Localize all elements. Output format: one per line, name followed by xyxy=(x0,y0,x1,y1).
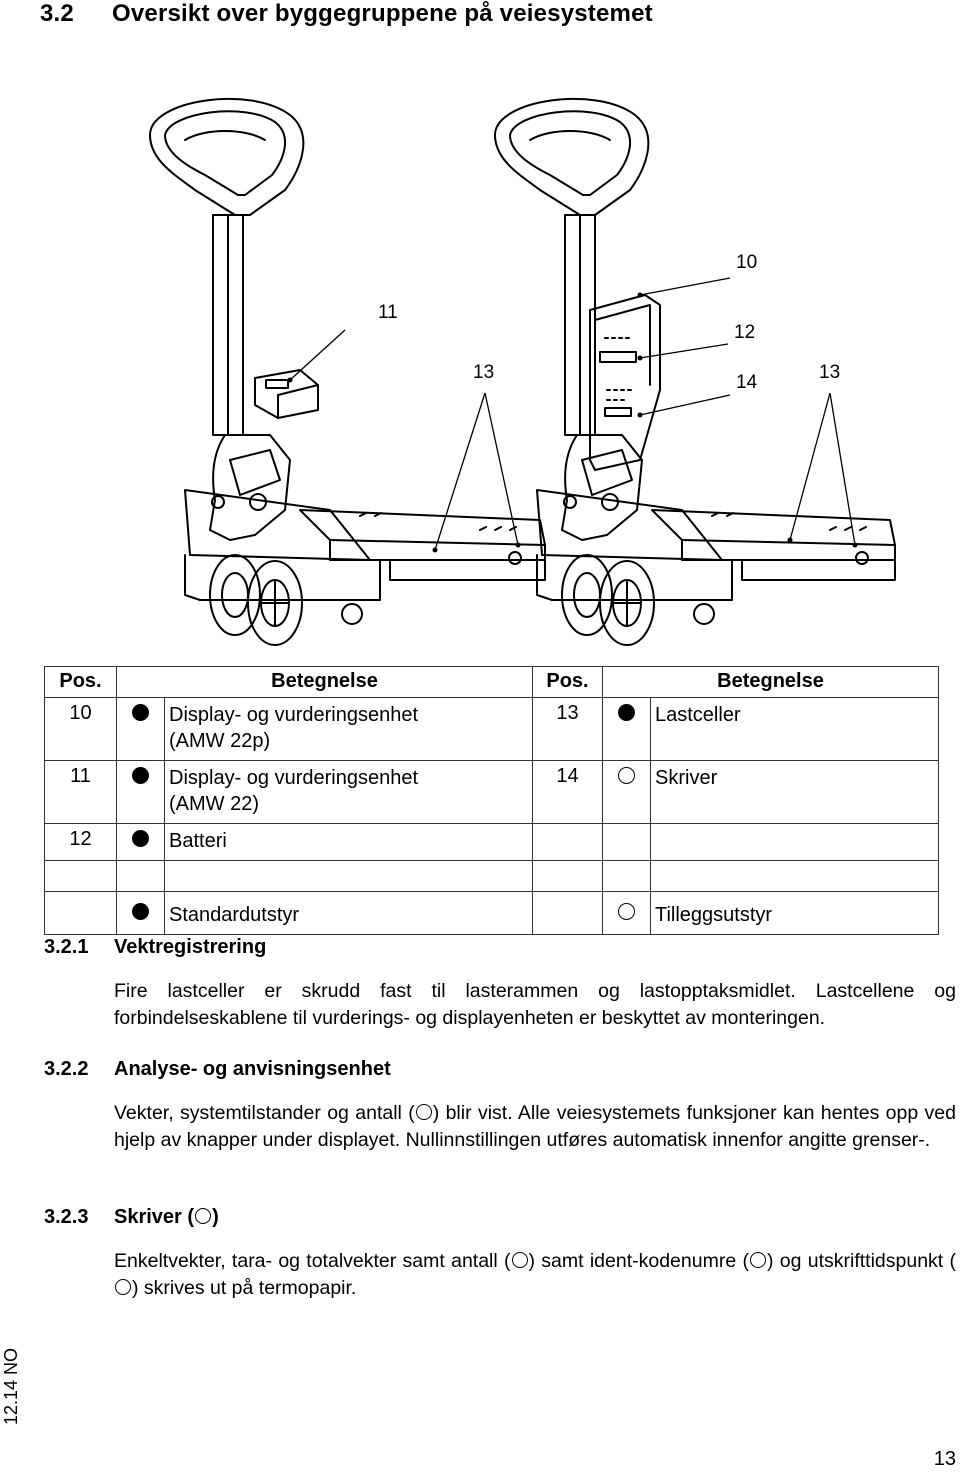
paragraph: Fire lastceller er skrudd fast til lasterammen og lastopptaksmidlet. Lastcellene og forbindelseskablene til vurderings- og displayenheten er beskyttet av monteringen. xyxy=(114,980,956,1029)
paragraph-text: ) og utskrifttidspunkt ( xyxy=(766,1250,956,1272)
callout-11: 11 xyxy=(378,302,398,323)
leader-lines xyxy=(290,278,855,550)
section-title: Oversikt over byggegruppene på veiesystemet xyxy=(112,0,653,27)
standard-dot-icon xyxy=(132,704,149,721)
optional-circle-icon xyxy=(115,1279,131,1295)
table-row xyxy=(45,761,939,824)
row-desc-line2: (AMW 22p) xyxy=(169,730,271,752)
subsection-title: Vektregistrering xyxy=(114,936,267,958)
subsection-title-end: ) xyxy=(212,1206,219,1228)
parts-table xyxy=(44,666,939,935)
table-legend-row xyxy=(45,892,939,935)
legend-standard: Standardutstyr xyxy=(165,892,533,935)
row-desc: Batteri xyxy=(165,824,533,861)
legend-optional: Tilleggsutstyr xyxy=(651,892,939,935)
callout-14: 14 xyxy=(736,372,758,393)
row-desc-right: Skriver xyxy=(651,761,939,824)
paragraph-text: ) skrives ut på termopapir. xyxy=(132,1277,357,1299)
table-row xyxy=(45,824,939,861)
paragraph xyxy=(114,1100,956,1154)
optional-dot-icon xyxy=(618,767,635,784)
optional-circle-icon xyxy=(195,1208,211,1224)
row-desc-line1: Display- og vurderingsenhet xyxy=(169,767,419,789)
pallet-truck-illustration xyxy=(0,40,960,660)
row-pos-right: 13 xyxy=(533,698,603,761)
row-desc-line1: Display- og vurderingsenhet xyxy=(169,704,419,726)
callout-12: 12 xyxy=(734,322,756,343)
paragraph-text: Vekter, systemtilstander og antall ( xyxy=(114,1102,415,1124)
subsection-heading xyxy=(44,936,266,959)
callout-10: 10 xyxy=(736,252,758,273)
row-pos-right: 14 xyxy=(533,761,603,824)
paragraph-text: Enkeltvekter, tara- og totalvekter samt antall ( xyxy=(114,1250,511,1272)
paragraph xyxy=(114,1248,956,1302)
row-desc-line2: (AMW 22) xyxy=(169,793,259,815)
row-desc-right: Lastceller xyxy=(651,698,939,761)
section-heading xyxy=(40,0,653,28)
header-betegnelse-2: Betegnelse xyxy=(603,667,939,698)
callout-13-right: 13 xyxy=(819,362,841,383)
standard-dot-icon xyxy=(132,830,149,847)
optional-circle-icon xyxy=(512,1252,528,1268)
subsection-number: 3.2.2 xyxy=(44,1058,89,1080)
subsection-heading xyxy=(44,1206,219,1229)
header-betegnelse: Betegnelse xyxy=(117,667,533,698)
subsection-number: 3.2.3 xyxy=(44,1206,89,1228)
row-pos: 10 xyxy=(45,698,117,761)
callout-13-left: 13 xyxy=(473,362,495,383)
subsection-number: 3.2.1 xyxy=(44,936,89,958)
subsection-title: Skriver ( xyxy=(114,1206,195,1228)
header-pos-2: Pos. xyxy=(533,667,603,698)
row-pos: 12 xyxy=(45,824,117,861)
table-empty-row xyxy=(45,861,939,892)
header-pos: Pos. xyxy=(45,667,117,698)
table-header-row xyxy=(45,667,939,698)
optional-dot-icon xyxy=(618,903,635,920)
row-pos: 11 xyxy=(45,761,117,824)
standard-dot-icon xyxy=(132,767,149,784)
standard-dot-icon xyxy=(132,903,149,920)
table-row xyxy=(45,698,939,761)
page-number: 13 xyxy=(933,1448,956,1470)
standard-dot-icon xyxy=(618,704,635,721)
subsection-heading xyxy=(44,1058,391,1081)
optional-circle-icon xyxy=(416,1104,432,1120)
paragraph-text: ) samt ident-kodenumre ( xyxy=(528,1250,749,1272)
edition-label: 12.14 NO xyxy=(1,1347,21,1425)
paragraph-text: ) blir vist. Alle veiesystemets funksjoner kan hentes opp ved hjelp av knapper under displayet. Nullinnstillingen utføres automatisk innenfor angitte grenser-. xyxy=(114,1102,956,1151)
optional-circle-icon xyxy=(750,1252,766,1268)
subsection-title: Analyse- og anvisningsenhet xyxy=(114,1058,391,1080)
section-number: 3.2 xyxy=(40,0,74,27)
